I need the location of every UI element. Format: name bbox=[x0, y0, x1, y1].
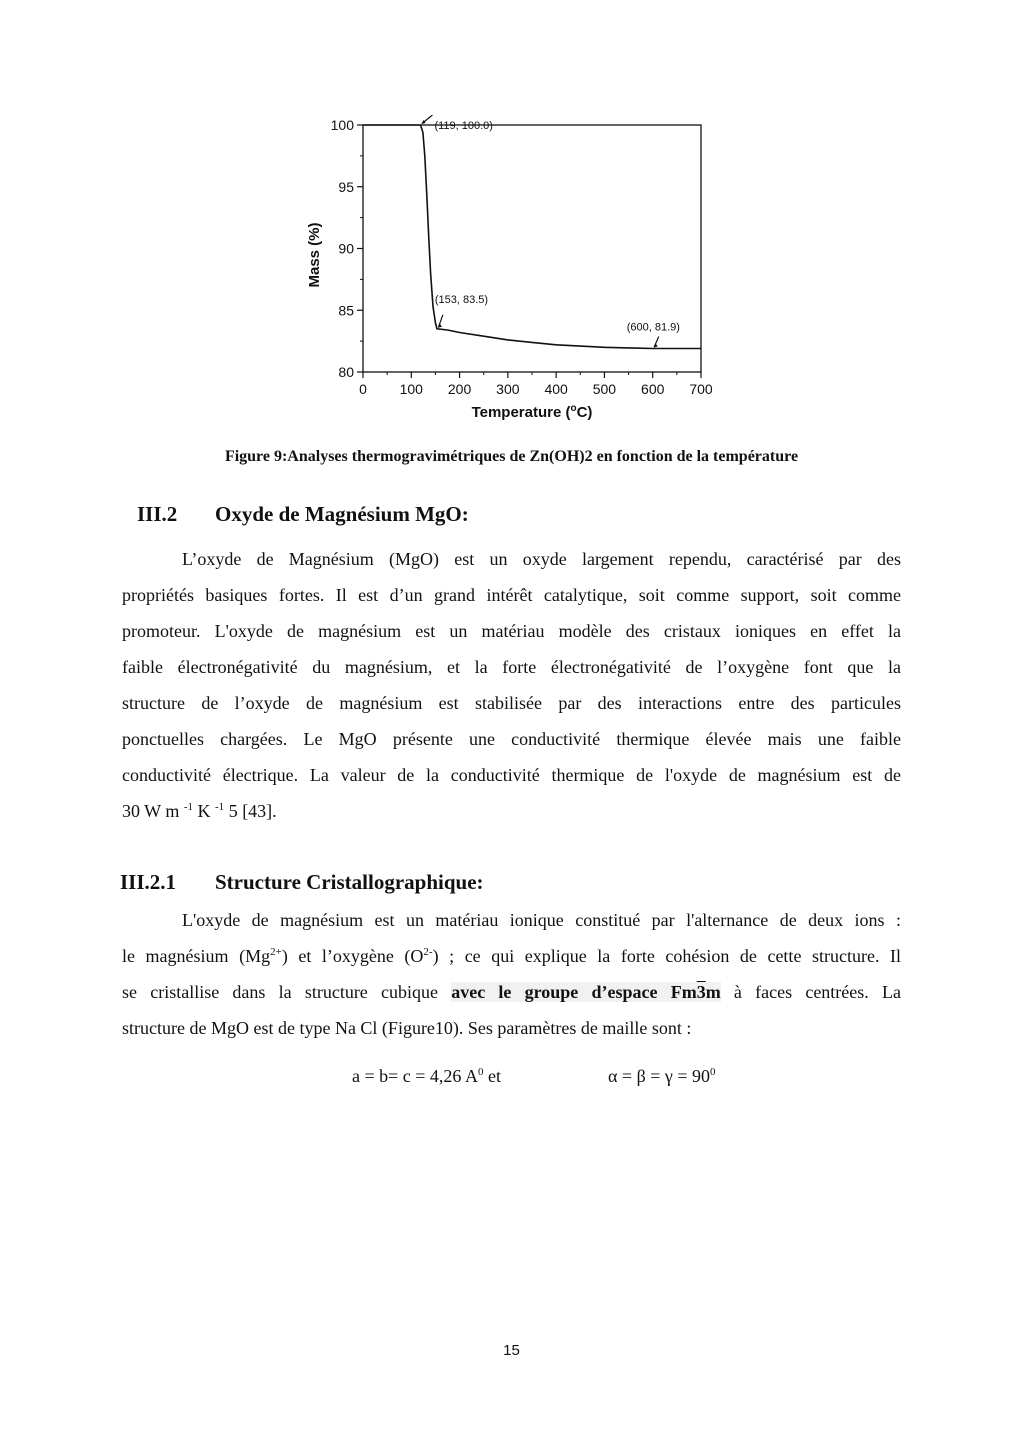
x-tick-label: 500 bbox=[592, 381, 617, 397]
subsection-number: III.2.1 bbox=[120, 870, 177, 894]
paragraph-line: propriétés basiques fortes. Il est d’un grand intérêt catalytique, soit comme support, soit comme bbox=[122, 585, 901, 605]
annotation-label: (153, 83.5) bbox=[434, 293, 489, 306]
paragraph-line: ponctuelles chargées. Le MgO présente une conductivité thermique élevée mais une faible bbox=[122, 729, 901, 749]
annotation-label: (119, 100.0) bbox=[434, 120, 493, 132]
space-group-highlight: avec le groupe d’espace Fm3m bbox=[451, 982, 721, 1002]
lattice-parameter-a: a = b= c = 4,26 $A^0$ et bbox=[352, 1066, 501, 1086]
plot-frame bbox=[363, 125, 701, 372]
x-tick-label: 400 bbox=[544, 381, 568, 397]
y-tick-label: 100 bbox=[330, 117, 354, 133]
x-tick-label: 100 bbox=[399, 381, 423, 397]
x-tick-label: 600 bbox=[641, 381, 665, 397]
paragraph-line: L’oxyde de Magnésium (MgO) est un oxyde largement rependu, caractérisé par des bbox=[182, 549, 901, 569]
paragraph-line: L'oxyde de magnésium est un matériau ionique constitué par l'alternance de deux ions : bbox=[182, 910, 901, 930]
y-tick-label: 95 bbox=[338, 178, 354, 195]
tga-chart bbox=[295, 115, 735, 430]
paragraph-line: 30 W m $^{-1}$ K $^{-1}$ 5 [43]. bbox=[122, 801, 277, 821]
x-tick-label: 200 bbox=[447, 381, 472, 397]
x-tick-label: 300 bbox=[496, 381, 520, 397]
paragraph-line: structure de MgO est de type Na Cl (Figure10). Ses paramètres de maille sont : bbox=[122, 1018, 692, 1038]
paragraph-line: conductivité électrique. La valeur de la conductivité thermique de l'oxyde de magnésium est de bbox=[122, 765, 901, 785]
subsection-paragraph bbox=[122, 902, 901, 1046]
paragraph-line: faible électronégativité du magnésium, et la forte électronégativité de l’oxygène font que la bbox=[122, 657, 901, 677]
x-tick-label: 700 bbox=[689, 381, 713, 397]
section-title: Oxyde de Magnésium MgO: bbox=[215, 502, 469, 526]
x-tick-label: 0 bbox=[359, 381, 367, 397]
annotation-label: (600, 81.9) bbox=[626, 321, 680, 334]
paragraph-line: se cristallise dans la structure cubique avec le groupe d’espace Fm3m à faces centrées. La bbox=[122, 982, 901, 1002]
paragraph-line: structure de l’oxyde de magnésium est stabilisée par des interactions entre des particules bbox=[122, 693, 901, 713]
section-number: III.2 bbox=[137, 502, 178, 526]
x-axis-label: Temperature ($^o$C) bbox=[471, 403, 593, 421]
y-tick-label: 80 bbox=[338, 364, 354, 380]
paragraph-line: promoteur. L'oxyde de magnésium est un matériau modèle des cristaux ioniques en effet la bbox=[122, 621, 901, 641]
y-tick-label: 85 bbox=[338, 302, 354, 319]
paragraph-line: le magnésium $(Mg^{2+})$ et l’oxygène $(O^{2-})$ ; ce qui explique la forte cohésion de cette structure. Il bbox=[122, 946, 901, 966]
section-paragraph bbox=[122, 541, 901, 829]
y-axis-label: Mass (%) bbox=[306, 222, 323, 288]
series-line bbox=[363, 125, 701, 349]
y-tick-label: 90 bbox=[338, 240, 354, 257]
subsection-title: Structure Cristallographique: bbox=[215, 870, 484, 894]
page-number: 15 bbox=[503, 1342, 520, 1359]
figure-caption: Figure 9:Analyses thermogravimétriques de Zn(OH)2 en fonction de la température bbox=[224, 448, 799, 465]
lattice-parameter-angles: $\alpha = \beta = \gamma = 90^0$ bbox=[608, 1066, 716, 1086]
